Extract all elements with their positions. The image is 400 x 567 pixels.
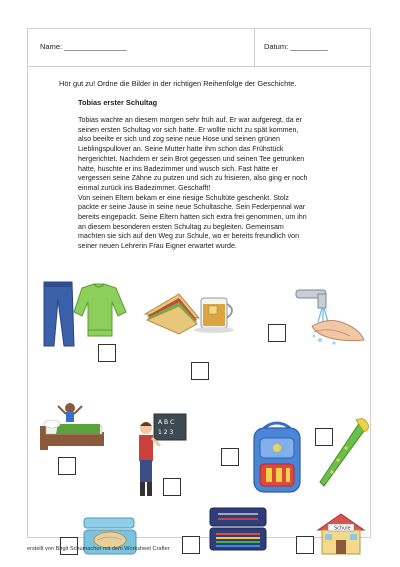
waking-up-picture — [38, 398, 108, 460]
clothes-picture — [38, 278, 128, 350]
order-box-school[interactable] — [296, 536, 314, 554]
worksheet-content — [28, 66, 370, 537]
order-box-clothes[interactable] — [98, 344, 116, 362]
blackboard-letters: A B C — [158, 419, 175, 426]
worksheet — [27, 28, 371, 538]
footer-credit: erstellt von Birgit Schumacher mit dem Worksheet Crafter — [27, 546, 170, 552]
order-box-pencil-case[interactable] — [182, 536, 200, 554]
school-cone-picture — [316, 418, 370, 490]
instruction-text: Hör gut zu! Ordne die Bilder in der richtigen Reihenfolge der Geschichte. — [59, 79, 297, 88]
story-paragraph-1: Tobias wachte an diesem morgen sehr früh auf. Er war aufgeregt, da er seinen ersten Schultag vor sich hatte. Er wollte nicht zu spät kommen, also beeilte er sich und zog seine neue Hose und seinen grünen Lieblingspullover an. Seine Mutter hatte ihm schon das Frühstück hergerichtet. Nachdem er sein Brot gegessen und seinen Tee getrunken hatte, huschte er ins Badezimmer und wusch sich. Fast hätte er vergessen seine Zähne zu putzen und sich zu frisieren, also ging er noch einmal zurück ins Badezimmer. Geschafft! — [78, 116, 308, 192]
name-field-label: Name: _______________ — [40, 42, 127, 51]
order-box-teacher[interactable] — [163, 478, 181, 496]
order-box-breakfast[interactable] — [191, 362, 209, 380]
blackboard-numbers: 1 2 3 — [158, 429, 174, 436]
pencil-case-picture — [206, 504, 270, 556]
story-paragraph-2: Von seinen Eltern bekam er eine riesige Schultüte geschenkt. Stolz packte er seine Jause in seine neue Schultasche. Sein Federpennal war bereits eingepackt. Seine Eltern hatten sich extra frei genommen, um ihn an diesem besonderen ersten Schultag zu begleiten. Gemeinsam machten sie sich auf den Weg zur Schule, wo er bereits freundlich von seiner neuen Lehrerin Frau Eigner erwartet wurde. — [78, 193, 307, 251]
story-title: Tobias erster Schultag — [78, 98, 158, 107]
date-field-label: Datum: _________ — [264, 42, 328, 51]
order-box-waking-up[interactable] — [58, 457, 76, 475]
story-text — [78, 116, 308, 252]
header-divider — [254, 29, 255, 66]
order-box-schoolbag[interactable] — [221, 448, 239, 466]
order-box-washing[interactable] — [268, 324, 286, 342]
school-sign: Schule — [334, 525, 351, 532]
breakfast-picture — [143, 284, 239, 338]
washing-picture — [290, 282, 368, 348]
schoolbag-picture — [246, 416, 308, 498]
school-picture — [314, 512, 368, 556]
worksheet-header — [28, 29, 370, 67]
